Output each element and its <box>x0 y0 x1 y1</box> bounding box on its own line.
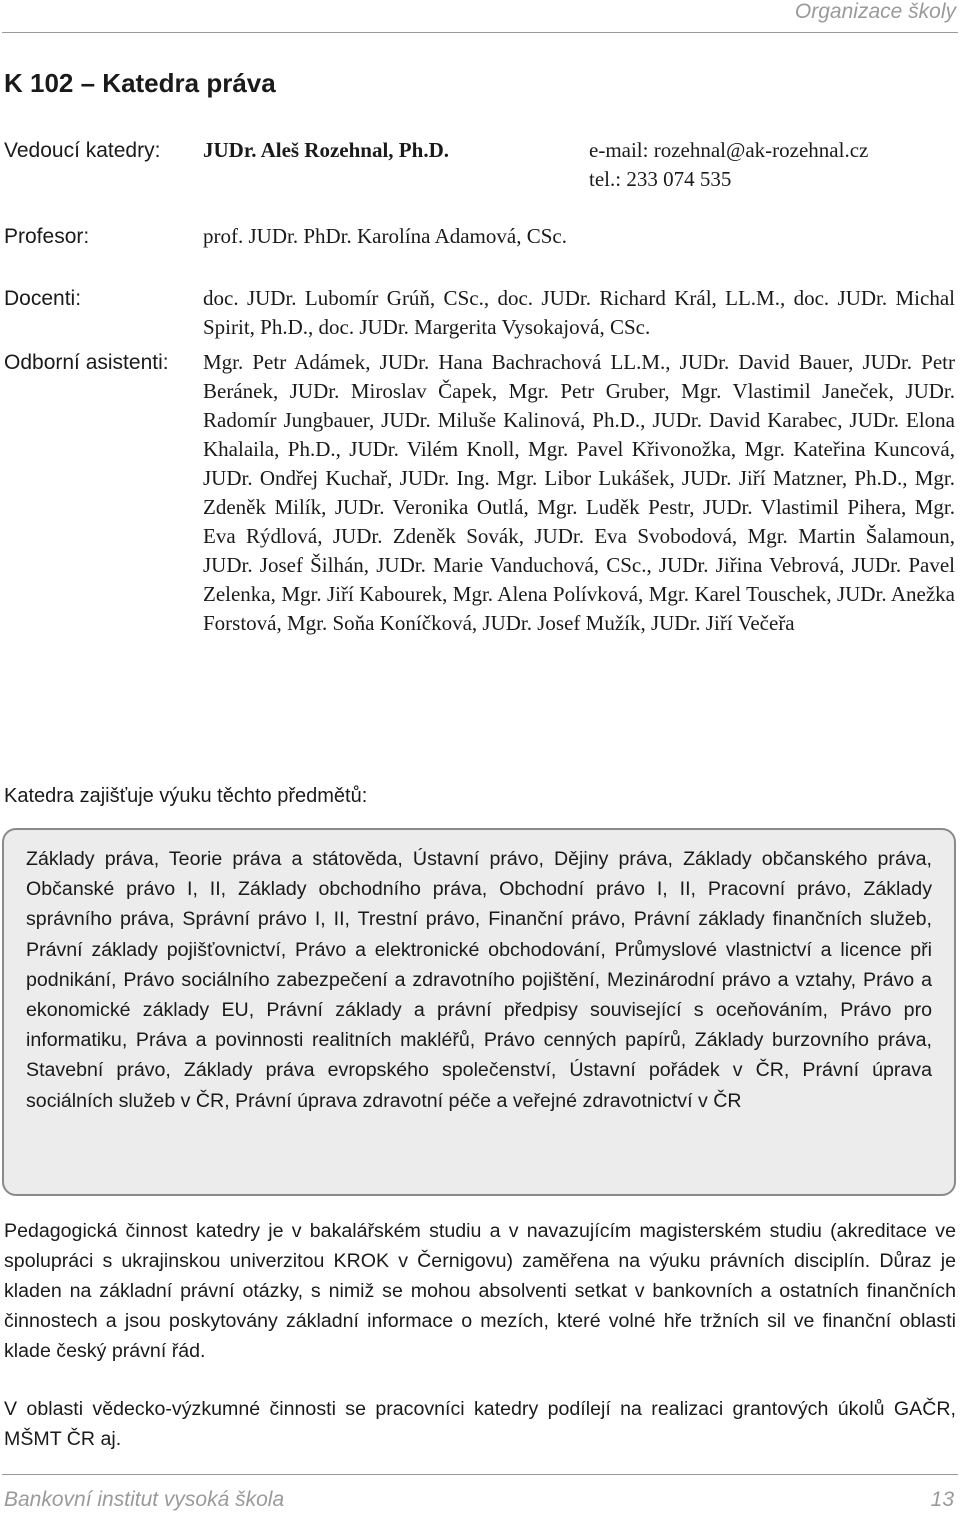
page-number: 13 <box>930 1488 954 1511</box>
subjects-intro: Katedra zajišťuje výuku těchto předmětů: <box>4 785 368 807</box>
running-header-section: Organizace školy <box>794 0 956 23</box>
professor-names: prof. JUDr. PhDr. Karolína Adamová, CSc. <box>203 224 567 248</box>
footer-institution: Bankovní institut vysoká škola <box>4 1488 285 1511</box>
teaching-paragraph: Pedagogická činnost katedry je v bakalářském studiu a v navazujícím magisterském studiu (akreditace ve spolupráci s ukrajinskou univerzitou KROK v Černigovu) zaměřena na výuku právních disciplín. Důraz je kladen na základní právní otázky, s nimiž se mohou absolventi setkat v bankovních a ostatních finančních činnostech a jsou poskytovány základní informace o mezích, které volné hře tržních sil ve finanční oblasti klade český právní řád. <box>4 1220 956 1362</box>
subjects-box <box>2 828 956 1196</box>
head-of-department-label: Vedoucí katedry: <box>4 139 161 162</box>
head-phone: tel.: 233 074 535 <box>589 167 732 191</box>
assistants-names: Mgr. Petr Adámek, JUDr. Hana Bachrachová LL.M., JUDr. David Bauer, JUDr. Petr Beránek, JUDr. Miroslav Čapek, Mgr. Petr Gruber, Mgr. Vlastimil Janeček, JUDr. Radomír Jungbauer, JUDr. Miluše Kalinová, Ph.D., JUDr. David Karabec, JUDr. Elona Khalaila, Ph.D., JUDr. Vilém Knoll, Mgr. Pavel Křivonožka, Mgr. Kateřina Kuncová, JUDr. Ondřej Kuchař, JUDr. Ing. Mgr. Libor Lukášek, JUDr. Jiří Matzner, Ph.D., Mgr. Zdeněk Milík, JUDr. Veronika Outlá, Mgr. Luděk Pestr, JUDr. Vlastimil Pihera, Mgr. Eva Rýdlová, JUDr. Zdeněk Sovák, JUDr. Eva Svobodová, Mgr. Martin Šalamoun, JUDr. Josef Šilhán, JUDr. Marie Vanduchová, CSc., JUDr. Jiřina Vebrová, JUDr. Pavel Zelenka, Mgr. Jiří Kabourek, Mgr. Alena Polívková, Mgr. Karel Touschek, JUDr. Anežka Forstová, Mgr. Soňa Koníčková, JUDr. Josef Mužík, JUDr. Jiří Večeřa <box>203 350 955 635</box>
subjects-list: Základy práva, Teorie práva a státověda, Ústavní právo, Dějiny práva, Základy občanského práva, Občanské právo I, II, Základy obchodního práva, Obchodní právo I, II, Pracovní právo, Základy správního práva, Správní právo I, II, Trestní právo, Finanční právo, Právní základy finančních služeb, Právní základy pojišťovnictví, Právo a elektronické obchodování, Průmyslové vlastnictví a licence při podnikání, Právo sociálního zabezpečení a zdravotního pojištění, Mezinárodní právo a vztahy, Právo a ekonomické základy EU, Právní základy a právní předpisy související s oceňováním, Právo pro informatiku, Práva a povinnosti realitních makléřů, Právo cenných papírů, Základy burzovního práva, Stavební právo, Základy práva evropského společenství, Ústavní pořádek v ČR, Právní úprava sociálních služeb v ČR, Právní úprava zdravotní péče a veřejné zdravotnictví v ČR <box>26 848 932 1112</box>
assistants-label: Odborní asistenti: <box>4 351 169 374</box>
docents-label: Docenti: <box>4 287 82 310</box>
professor-label: Profesor: <box>4 225 90 248</box>
docents-names: doc. JUDr. Lubomír Grúň, CSc., doc. JUDr. Richard Král, LL.M., doc. JUDr. Michal Spirit, Ph.D., doc. JUDr. Margerita Vysokajová, CSc. <box>203 286 955 339</box>
head-email: e-mail: rozehnal@ak-rozehnal.cz <box>589 138 869 162</box>
head-contact <box>589 136 868 194</box>
head-of-department-name: JUDr. Aleš Rozehnal, Ph.D. <box>203 138 449 162</box>
department-heading: K 102 – Katedra práva <box>4 68 276 98</box>
footer-divider <box>2 1474 958 1475</box>
research-paragraph: V oblasti vědecko-výzkumné činnosti se pracovníci katedry podílejí na realizaci grantových úkolů GAČR, MŠMT ČR aj. <box>4 1398 956 1450</box>
header-divider <box>2 32 958 33</box>
